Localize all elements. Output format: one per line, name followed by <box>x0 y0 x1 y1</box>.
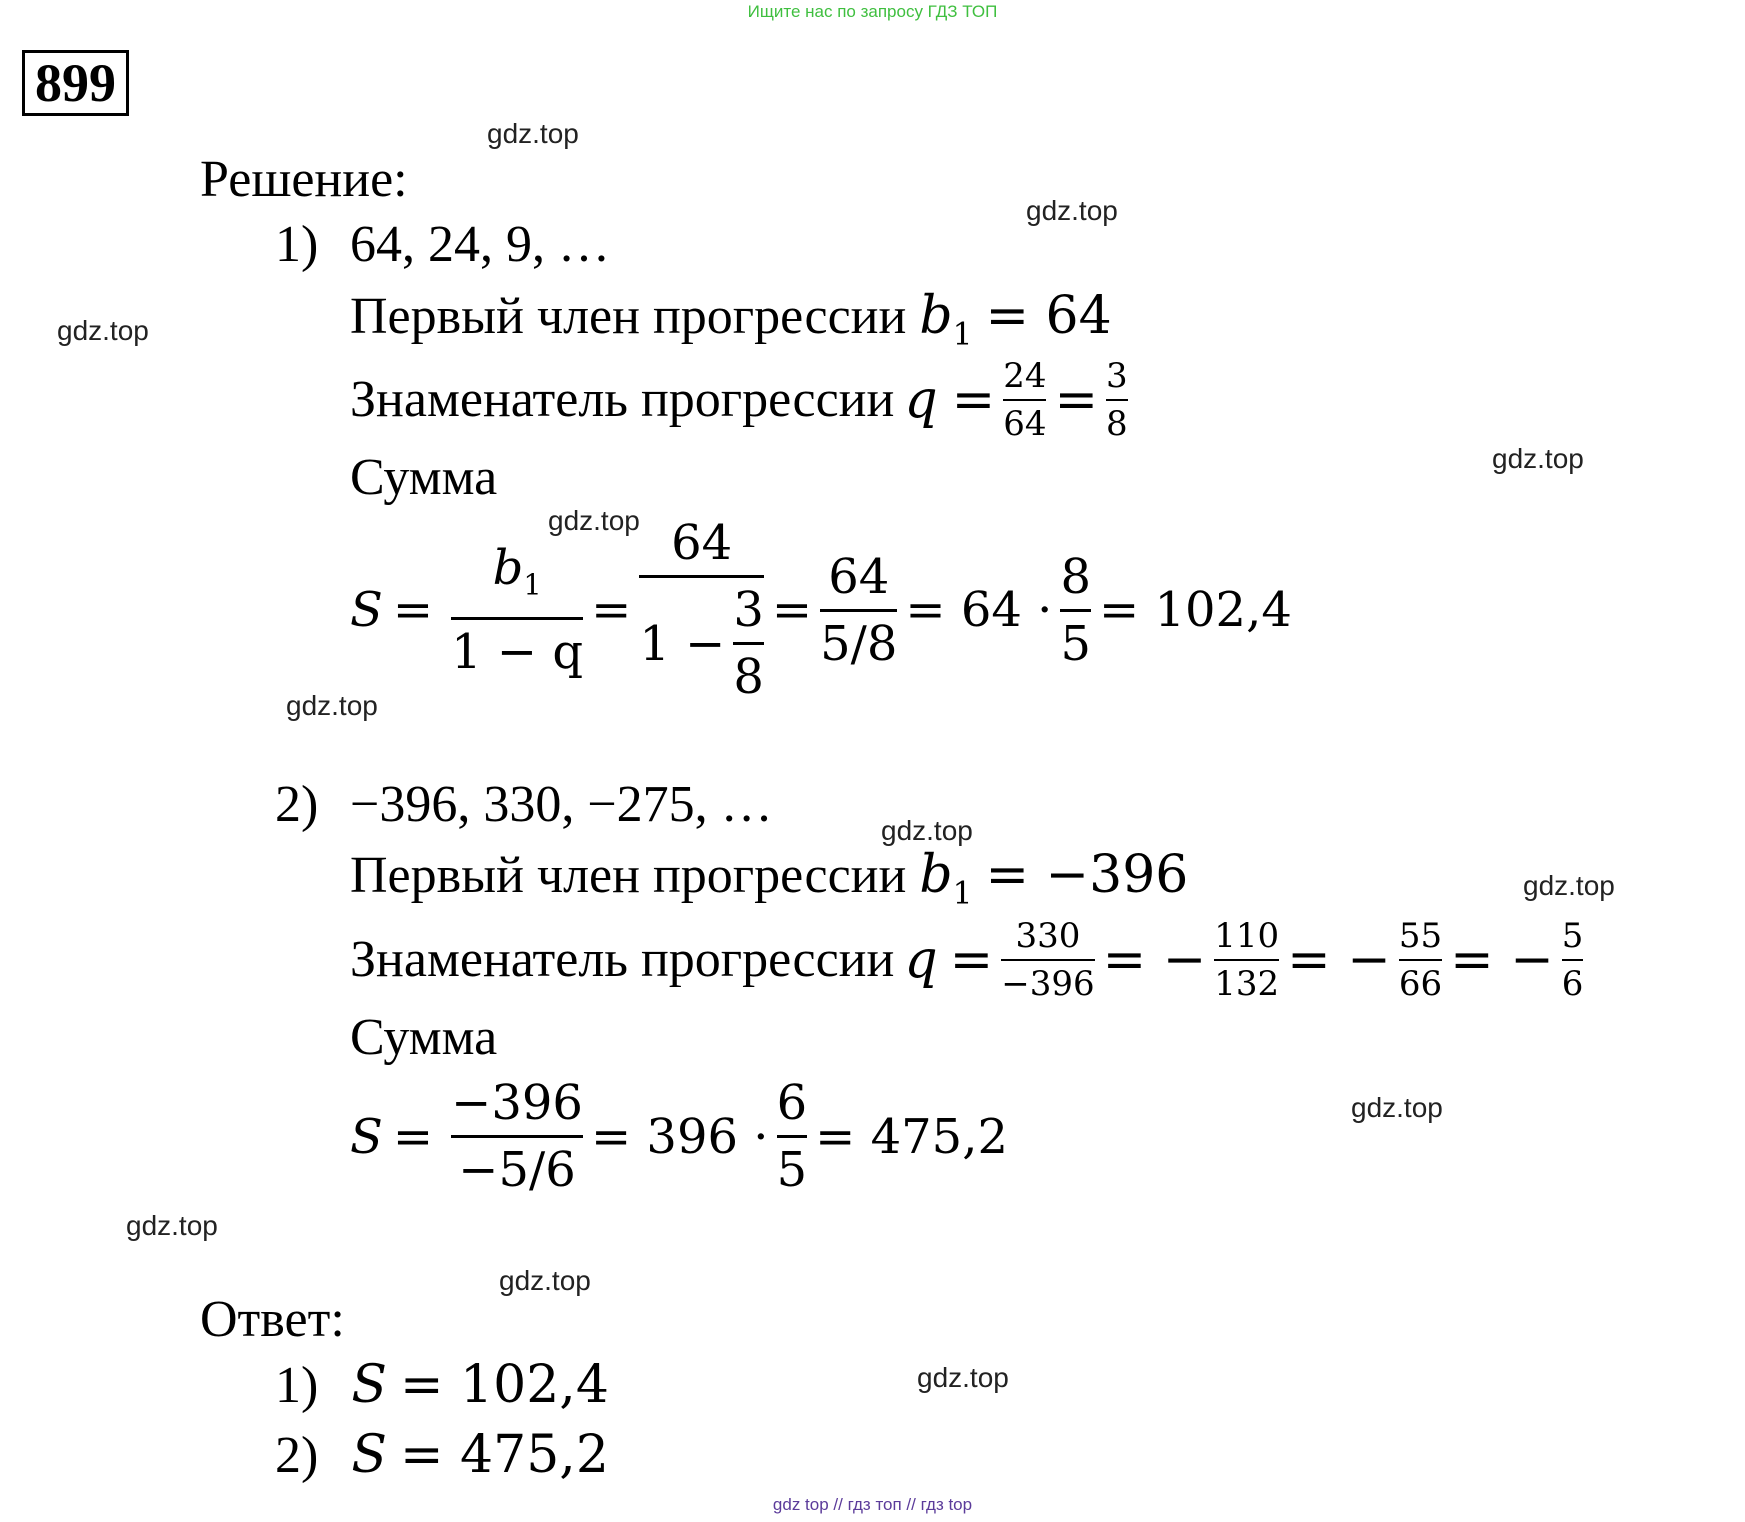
denominator: 66 <box>1398 964 1443 1004</box>
watermark: gdz.top <box>548 505 640 536</box>
denominator: 64 <box>1003 404 1047 444</box>
equals-minus: = − <box>1287 930 1391 990</box>
top-banner: Ищите нас по запросу ГДЗ ТОП <box>747 2 998 21</box>
watermark: gdz.top <box>286 690 378 721</box>
ratio-variable: q <box>904 930 938 990</box>
part1-index: 1) <box>275 216 319 273</box>
part2-index: 2) <box>275 776 319 833</box>
ratio-label: Знаменатель прогрессии <box>350 931 895 988</box>
answer-value: = 475,2 <box>399 1425 609 1485</box>
equals-sign: = <box>951 370 996 430</box>
fraction <box>1001 915 1094 1005</box>
answer-index: 2) <box>275 1427 319 1484</box>
watermark: gdz.top <box>487 118 579 149</box>
product-prefix: = 396 · <box>590 1108 769 1165</box>
fraction <box>451 1075 583 1198</box>
answer-variable: S <box>351 1425 387 1485</box>
footer-watermark: gdz top // гдз топ // гдз top <box>772 1495 973 1514</box>
fraction <box>1060 549 1091 672</box>
denominator: 5 <box>776 1142 808 1198</box>
numerator: 64 <box>828 548 890 605</box>
numerator: 6 <box>776 1075 808 1131</box>
first-term-value: = 64 <box>985 286 1112 346</box>
watermark: gdz.top <box>1523 870 1615 901</box>
part1-first-term <box>350 286 1112 364</box>
numerator-variable: b <box>492 540 524 597</box>
first-term-value: = −396 <box>985 845 1189 905</box>
part2-sum-label: Сумма <box>350 1009 498 1066</box>
answer-index: 1) <box>275 1357 319 1414</box>
part2-sum-formula <box>350 1075 1008 1198</box>
denominator: 1 − q <box>451 623 584 680</box>
denominator: 6 <box>1561 964 1584 1004</box>
nested-fraction <box>733 582 764 705</box>
numerator: 64 <box>671 515 733 571</box>
part2-first-term <box>350 845 1188 923</box>
fraction <box>1562 915 1584 1005</box>
denominator: −396 <box>1001 964 1095 1004</box>
answer-variable: S <box>351 1355 387 1415</box>
denominator: 8 <box>733 649 764 705</box>
problem-number: 899 <box>22 50 129 116</box>
answer-line-1 <box>275 1355 609 1416</box>
equals-sign: = <box>392 1108 434 1165</box>
answer-value: = 102,4 <box>399 1355 609 1415</box>
numerator: 55 <box>1398 916 1443 956</box>
equals-sign: = <box>1054 370 1099 430</box>
sum-result: = 475,2 <box>815 1108 1008 1165</box>
equals-sign: = <box>392 582 434 638</box>
equals-sign: = <box>949 930 994 990</box>
part1-sequence: 64, 24, 9, … <box>350 216 610 273</box>
watermark: gdz.top <box>917 1362 1009 1393</box>
solution-heading: Решение: <box>200 151 408 208</box>
first-term-label: Первый член прогрессии <box>350 847 907 904</box>
first-term-subscript: 1 <box>952 316 973 353</box>
watermark: gdz.top <box>1351 1092 1443 1123</box>
fraction <box>1003 355 1046 445</box>
denominator: 5/8 <box>820 615 898 672</box>
numerator <box>493 540 542 613</box>
denominator <box>639 582 764 705</box>
numerator: 3 <box>733 582 764 638</box>
watermark: gdz.top <box>1026 195 1118 226</box>
equals-minus: = − <box>1450 930 1554 990</box>
fraction <box>639 515 764 705</box>
sum-result: = 102,4 <box>1098 582 1292 638</box>
denominator: 132 <box>1214 964 1280 1004</box>
equals-sign: = <box>771 582 813 638</box>
denominator: 8 <box>1106 404 1128 444</box>
fraction <box>1106 355 1128 445</box>
numerator-subscript: 1 <box>523 567 542 602</box>
fraction <box>820 549 897 672</box>
sum-variable: S <box>350 1108 383 1165</box>
denominator: −5/6 <box>458 1142 576 1198</box>
fraction <box>451 540 583 680</box>
first-term-subscript: 1 <box>952 875 973 912</box>
numerator: 5 <box>1561 916 1584 956</box>
part1-sum-label: Сумма <box>350 449 498 506</box>
answer-heading: Ответ: <box>200 1291 345 1348</box>
ratio-label: Знаменатель прогрессии <box>350 371 895 428</box>
part1-ratio <box>350 355 1136 445</box>
numerator: −396 <box>451 1075 583 1131</box>
first-term-label: Первый член прогрессии <box>350 288 907 345</box>
fraction <box>777 1075 808 1198</box>
denominator-prefix: 1 − <box>639 615 726 672</box>
ratio-variable: q <box>904 370 938 430</box>
numerator: 3 <box>1106 356 1128 396</box>
numerator: 330 <box>1015 916 1081 956</box>
answer-line-2 <box>275 1425 609 1486</box>
watermark: gdz.top <box>1492 443 1584 474</box>
part2-sequence: −396, 330, −275, … <box>350 776 773 833</box>
fraction <box>1214 915 1279 1005</box>
equals-minus: = − <box>1102 930 1207 990</box>
numerator: 24 <box>1003 356 1047 396</box>
fraction <box>1399 915 1442 1005</box>
sum-variable: S <box>350 582 383 638</box>
watermark: gdz.top <box>126 1210 218 1241</box>
watermark: gdz.top <box>499 1265 591 1296</box>
watermark: gdz.top <box>881 815 973 846</box>
watermark: gdz.top <box>57 315 149 346</box>
denominator: 5 <box>1060 615 1091 672</box>
first-term-variable: b <box>919 845 953 905</box>
part1-sum-formula <box>350 515 1292 705</box>
equals-sign: = <box>591 582 632 638</box>
part2-ratio <box>350 915 1591 1005</box>
numerator: 110 <box>1214 916 1280 956</box>
product-prefix: = 64 · <box>905 582 1053 638</box>
first-term-variable: b <box>919 286 953 346</box>
numerator: 8 <box>1060 548 1091 605</box>
